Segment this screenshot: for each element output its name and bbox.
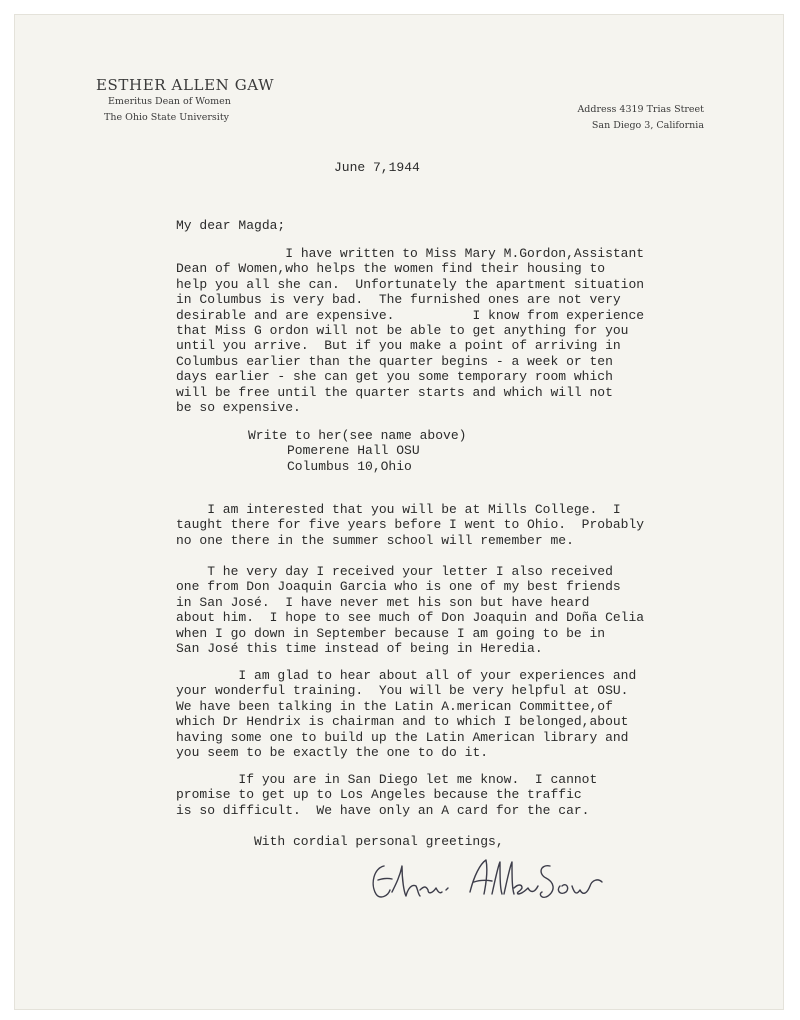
body-paragraph-don-joaquin: T he very day I received your letter I also received one from Don Joaquin Garcia who is one of my best friends in San José. I have never met his son but have heard about him. I hope to see much of Don Joaquin and Doña Celia when I go down in September because I am going to be in San José this time instead of being in Heredia. xyxy=(176,564,645,657)
handwritten-signature xyxy=(362,846,622,916)
closing-line: With cordial personal greetings, xyxy=(254,834,504,849)
salutation: My dear Magda; xyxy=(176,218,286,233)
body-paragraph-housing: I have written to Miss Mary M.Gordon,Assistant Dean of Women,who helps the women find their housing to help you all she can. Unfortunately the apartment situation in Columbus is very bad. The furnished ones are not very desirable and are expensive. I know from experience that Miss G ordon will not be able to get anything for you until you arrive. But if you make a point of arriving in Columbus earlier than the quarter begins - a week or ten days earlier - she can get you some temporary room which will be free until the quarter starts and which will not be so expensive. xyxy=(176,246,645,416)
body-paragraph-mills-college: I am interested that you will be at Mills College. I taught there for five years before I went to Ohio. Probably no one there in the summer school will remember me. xyxy=(176,502,645,548)
letterhead-address-street: Address 4319 Trias Street xyxy=(577,104,704,115)
letterhead-address-city: San Diego 3, California xyxy=(591,120,704,131)
letter-date: June 7,1944 xyxy=(334,160,420,175)
letterhead-name: ESTHER ALLEN GAW xyxy=(96,76,275,94)
body-paragraph-san-diego: If you are in San Diego let me know. I cannot promise to get up to Los Angeles because the traffic is so difficult. We have only an A card for the car. xyxy=(176,772,598,818)
letterhead-institution: The Ohio State University xyxy=(104,112,230,123)
body-paragraph-training: I am glad to hear about all of your experiences and your wonderful training. You will be very helpful at OSU. We have been talking in the Latin A.merican Committee,of which Dr Hendrix is chairman and to which I belonged,about having some one to build up the Latin American library and you seem to be exactly the one to do it. xyxy=(176,668,637,761)
mailing-address-block: Write to her(see name above) Pomerene Hall OSU Columbus 10,Ohio xyxy=(248,428,467,474)
letterhead-title: Emeritus Dean of Women xyxy=(108,96,231,107)
